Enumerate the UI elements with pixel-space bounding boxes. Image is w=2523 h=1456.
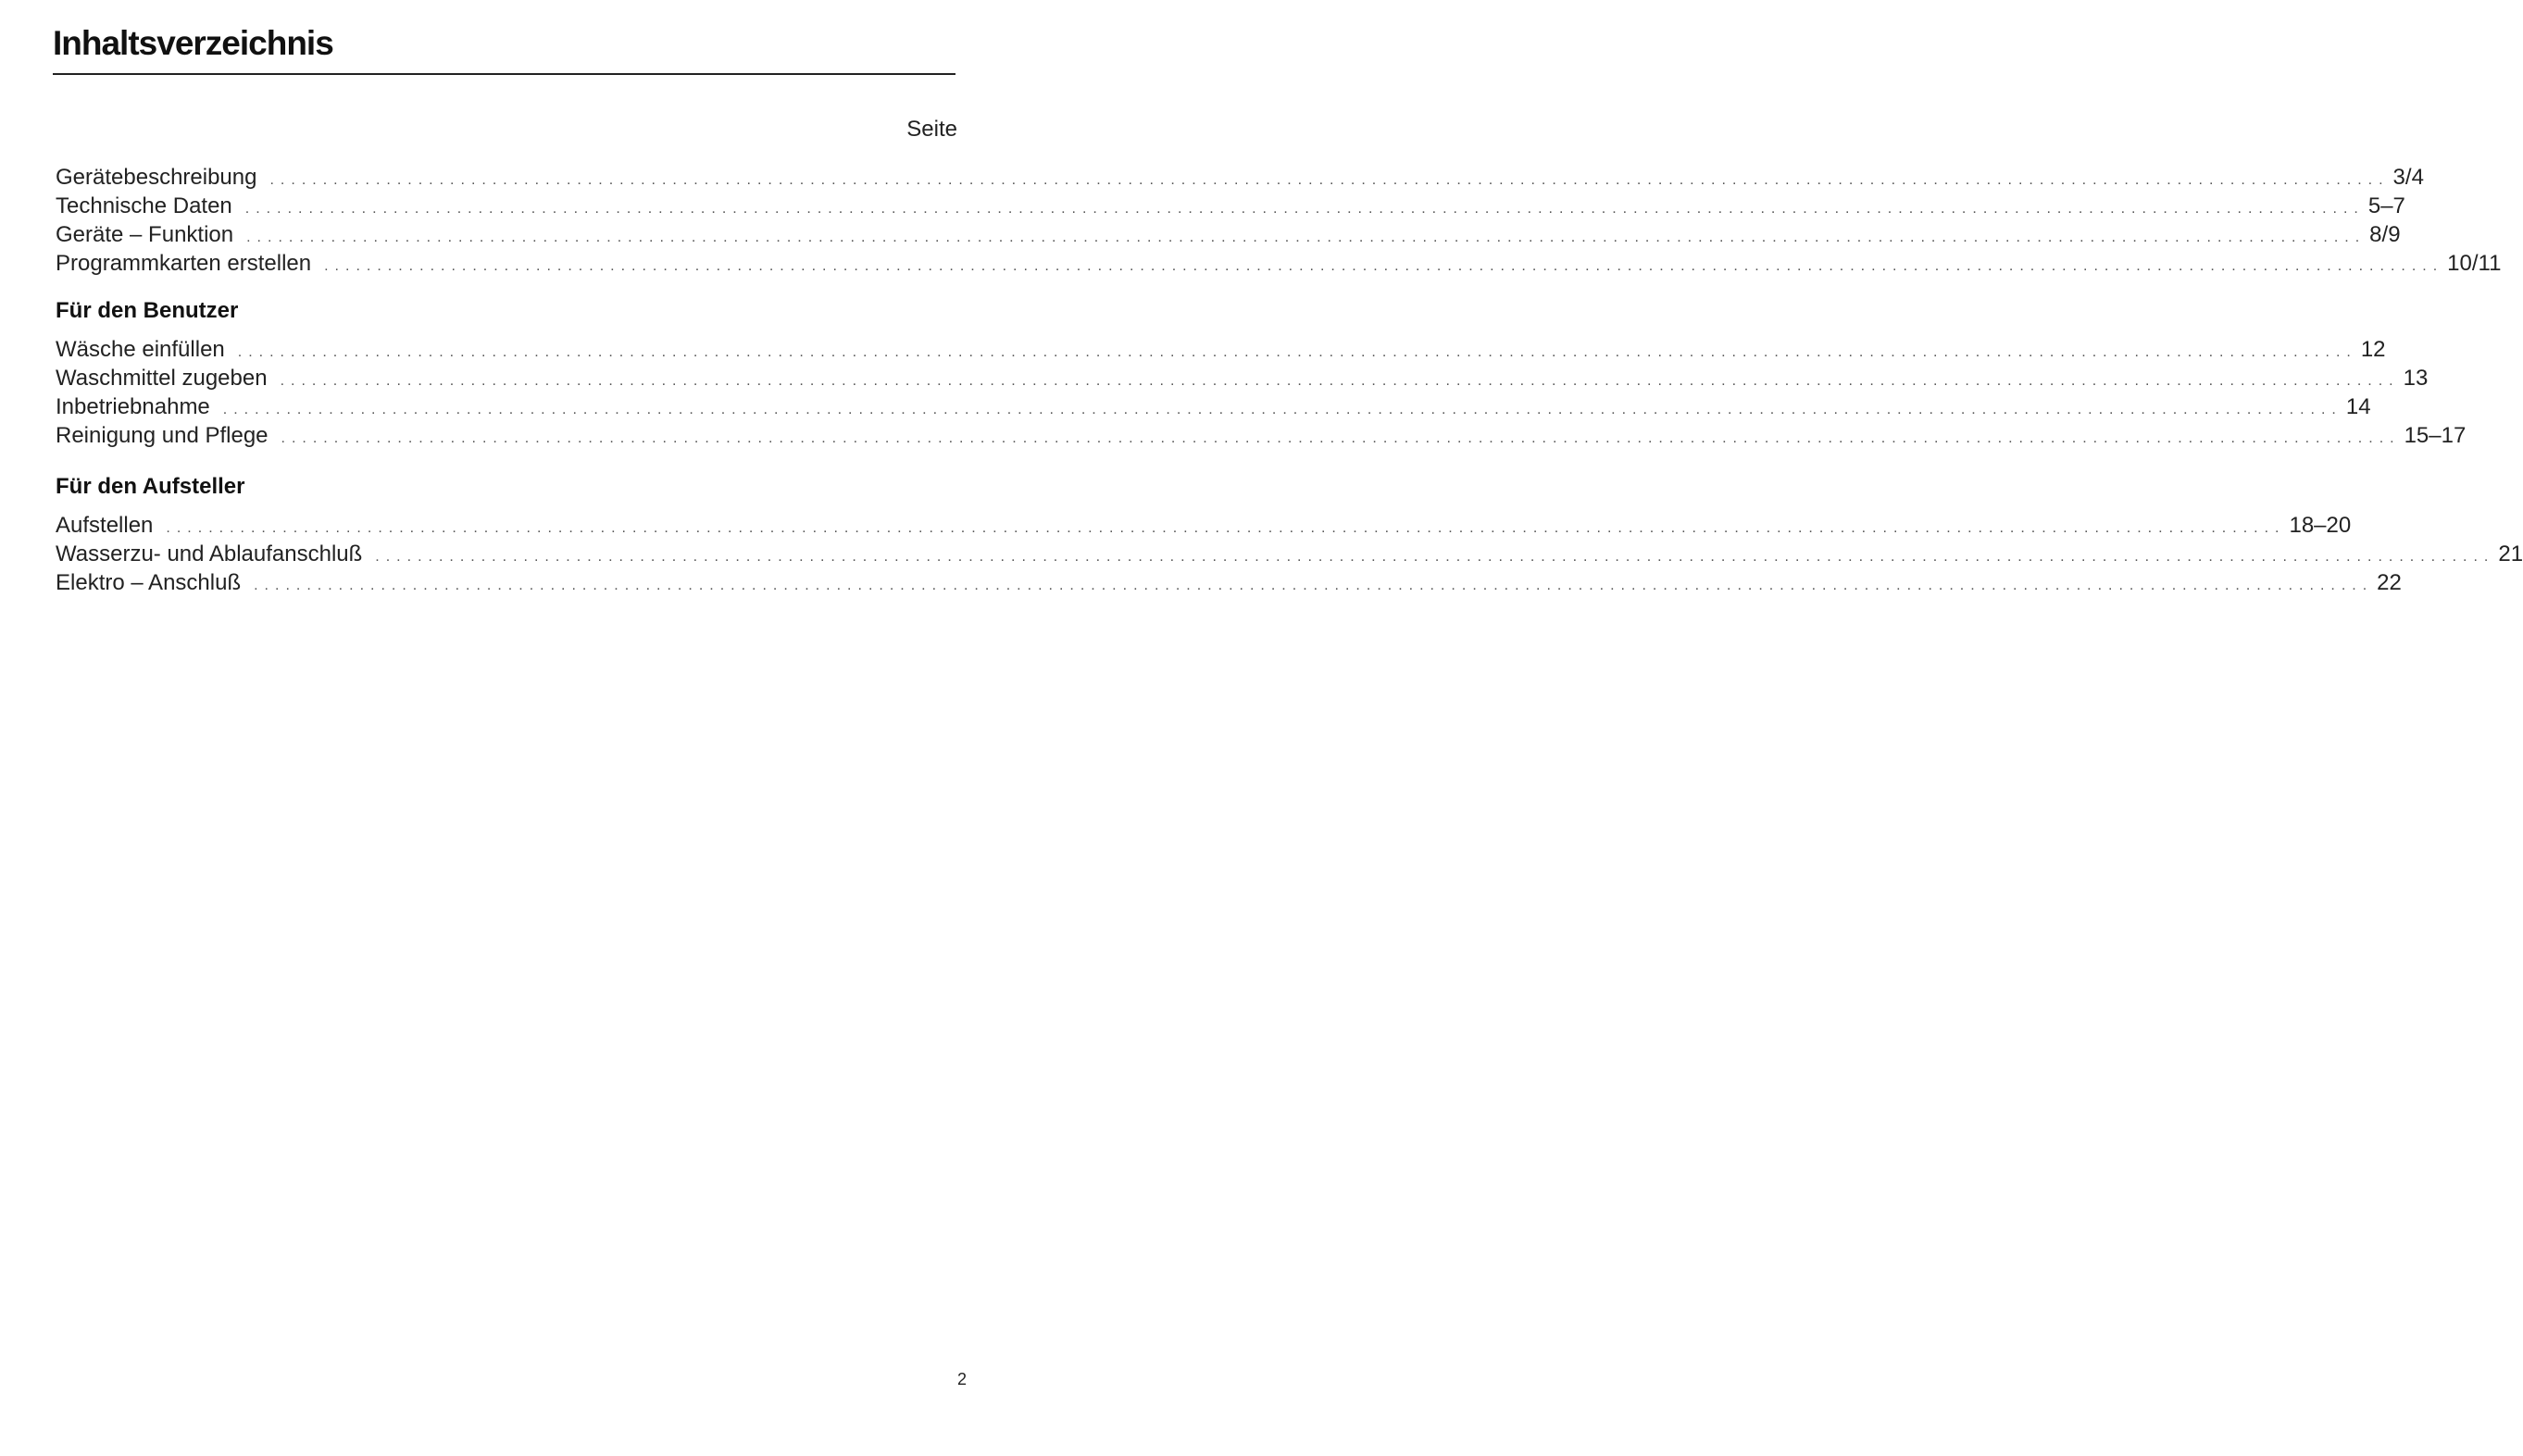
toc-entry-page: 10/11 <box>2447 251 2502 276</box>
dot-leader: ........................................................................................................................................................................................................ <box>222 402 2342 417</box>
dot-leader: ........................................................................................................................................................................................................ <box>269 172 2390 188</box>
toc-entry <box>56 540 2523 568</box>
toc-entry-page: 5–7 <box>2367 193 2405 218</box>
toc-section-benutzer <box>56 294 2467 450</box>
toc-entry <box>56 364 2429 392</box>
toc-entry-page: 12 <box>2360 337 2386 362</box>
toc-entry <box>56 192 2405 220</box>
dot-leader: ........................................................................................................................................................................................................ <box>246 230 2367 245</box>
toc-entry <box>56 249 2502 278</box>
dot-leader: ........................................................................................................................................................................................................ <box>281 430 2401 446</box>
title-rule <box>53 73 955 75</box>
toc-entry-label: Reinigung und Pflege <box>56 423 269 448</box>
toc-entry <box>56 335 2386 364</box>
page-column-label: Seite <box>906 117 957 142</box>
toc-entry-label: Programmkarten erstellen <box>56 251 312 276</box>
toc-entry-label: Geräte – Funktion <box>56 222 234 247</box>
toc-entry-label: Waschmittel zugeben <box>56 366 268 391</box>
toc-entry-label: Wäsche einfüllen <box>56 337 225 362</box>
toc-entry-page: 18–20 <box>2289 513 2352 538</box>
toc-entry-page: 14 <box>2345 394 2371 419</box>
dot-leader: ........................................................................................................................................................................................................ <box>324 258 2444 274</box>
dot-leader: ........................................................................................................................................................................................................ <box>280 373 2400 389</box>
toc-entry-page: 21 <box>2498 541 2523 566</box>
dot-leader: ........................................................................................................................................................................................................ <box>166 520 2286 536</box>
toc-entry <box>56 163 2424 192</box>
section-heading: Für den Aufsteller <box>56 474 245 499</box>
toc-entry-label: Gerätebeschreibung <box>56 165 257 190</box>
page-title: Inhaltsverzeichnis <box>53 24 333 62</box>
toc-entry-page: 8/9 <box>2369 222 2401 247</box>
toc-entry-label: Aufstellen <box>56 513 154 538</box>
toc-entry-label: Technische Daten <box>56 193 232 218</box>
dot-leader: ........................................................................................................................................................................................................ <box>237 344 2357 360</box>
dot-leader: ........................................................................................................................................................................................................ <box>254 578 2374 593</box>
toc-entry-page: 3/4 <box>2392 165 2424 190</box>
toc-entry <box>56 392 2371 421</box>
toc-entry <box>56 220 2401 249</box>
toc-entry-page: 22 <box>2377 570 2402 595</box>
toc-entry-label: Elektro – Anschluß <box>56 570 242 595</box>
toc-entry-label: Inbetriebnahme <box>56 394 210 419</box>
toc-entry <box>56 421 2467 450</box>
section-heading: Für den Benutzer <box>56 298 239 323</box>
toc-entry-label: Wasserzu- und Ablaufanschluß <box>56 541 363 566</box>
toc-section-aufsteller <box>56 470 2523 597</box>
toc-entry <box>56 568 2402 597</box>
toc-entry <box>56 511 2352 540</box>
dot-leader: ........................................................................................................................................................................................................ <box>375 549 2495 565</box>
dot-leader: ........................................................................................................................................................................................................ <box>244 201 2365 217</box>
toc-section-general <box>56 163 2502 278</box>
page-number: 2 <box>956 1370 967 1388</box>
toc-entry-page: 15–17 <box>2404 423 2467 448</box>
toc-entry-page: 13 <box>2403 366 2429 391</box>
